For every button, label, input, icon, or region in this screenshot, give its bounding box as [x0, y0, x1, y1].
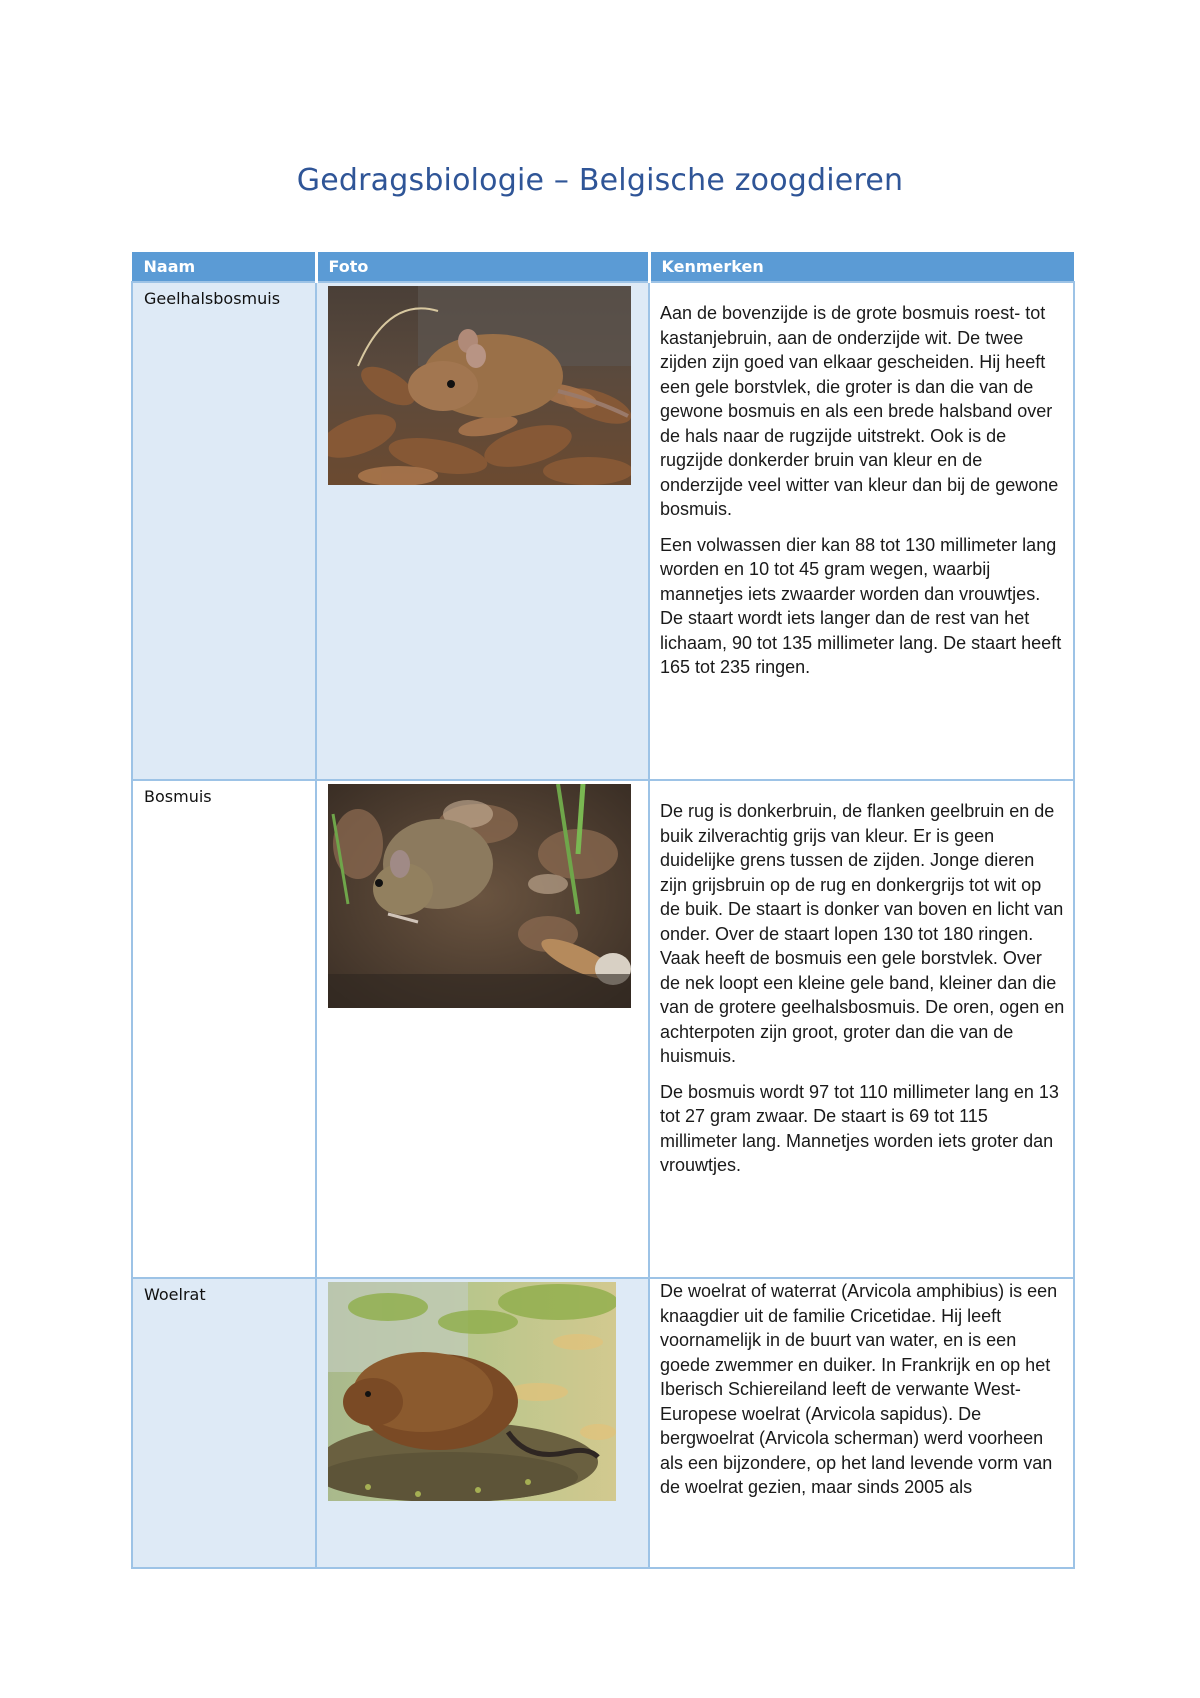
features-cell [649, 1278, 1074, 1568]
animal-name: Woelrat [132, 1278, 316, 1568]
table-row [132, 1278, 1074, 1568]
mouse-photo-icon [328, 286, 631, 485]
features-cell [649, 282, 1074, 780]
table-header-row [132, 252, 1074, 282]
photo-woelrat [328, 1282, 648, 1501]
table-row [132, 780, 1074, 1278]
photo-cell [316, 780, 649, 1278]
column-header-name: Naam [132, 252, 316, 282]
photo-geelhalsbosmuis [328, 286, 648, 485]
table-row [132, 282, 1074, 780]
column-header-features: Kenmerken [649, 252, 1074, 282]
photo-bosmuis [328, 784, 648, 1008]
page-title: Gedragsbiologie – Belgische zoogdieren [296, 163, 904, 198]
mammal-table [131, 252, 1075, 1569]
features-paragraph: De bosmuis wordt 97 tot 110 millimeter lang en 13 tot 27 gram zwaar. De staart is 69 tot 115 millimeter lang. Mannetjes worden iets groter dan vrouwtjes. [660, 1081, 1059, 1175]
animal-name: Bosmuis [132, 780, 316, 1278]
photo-cell [316, 1278, 649, 1568]
features-paragraph: Aan de bovenzijde is de grote bosmuis roest- tot kastanjebruin, aan de onderzijde wit. De twee zijden zijn goed van elkaar gescheiden. Hij heeft een gele borstvlek, die groter is dan die van de gewone bosmuis en als een brede halsband over de hals naar de rugzijde uitstrekt. Ook is de rugzijde donkerder bruin van kleur en de onderzijde veel witter van kleur dan bij de gewone bosmuis. [660, 303, 1059, 519]
column-header-photo: Foto [316, 252, 649, 282]
features-paragraph: Een volwassen dier kan 88 tot 130 millimeter lang worden en 10 tot 45 gram wegen, waarbij mannetjes iets zwaarder worden dan vrouwtjes. De staart wordt iets langer dan de rest van het lichaam, 90 tot 135 millimeter lang. De staart heeft 165 tot 235 ringen. [660, 534, 1062, 677]
mouse-photo-icon [328, 784, 631, 1008]
features-paragraph: De woelrat of waterrat (Arvicola amphibius) is een knaagdier uit de familie Cricetidae. Hij leeft voornamelijk in de buurt van water, en is een goede zwemmer en duiker. In Frankrijk en op het Iberisch Schiereiland leeft de verwante West-Europese woelrat (Arvicola sapidus). De bergwoelrat (Arvicola scherman) werd voorheen als een bijzondere, op het land levende vorm van de woelrat gezien, maar sinds 2005 als [660, 1281, 1058, 1497]
features-paragraph: De rug is donkerbruin, de flanken geelbruin en de buik zilverachtig grijs van kleur. Er is geen duidelijke grens tussen de zijden. Jonge dieren zijn grijsbruin op de rug en donkergrijs tot wit op de buik. De staart is donker van boven en licht van onder. Over de staart lopen 130 tot 180 ringen. Vaak heeft de bosmuis een gele borstvlek. Over de nek loopt een kleine gele band, kleiner dan die van de grotere geelhalsbosmuis. De oren, ogen en achterpoten zijn groot, groter dan die van de huismuis. [660, 801, 1065, 1066]
features-cell [649, 780, 1074, 1278]
rat-photo-icon [328, 1282, 616, 1501]
animal-name: Geelhalsbosmuis [132, 282, 316, 780]
photo-cell [316, 282, 649, 780]
